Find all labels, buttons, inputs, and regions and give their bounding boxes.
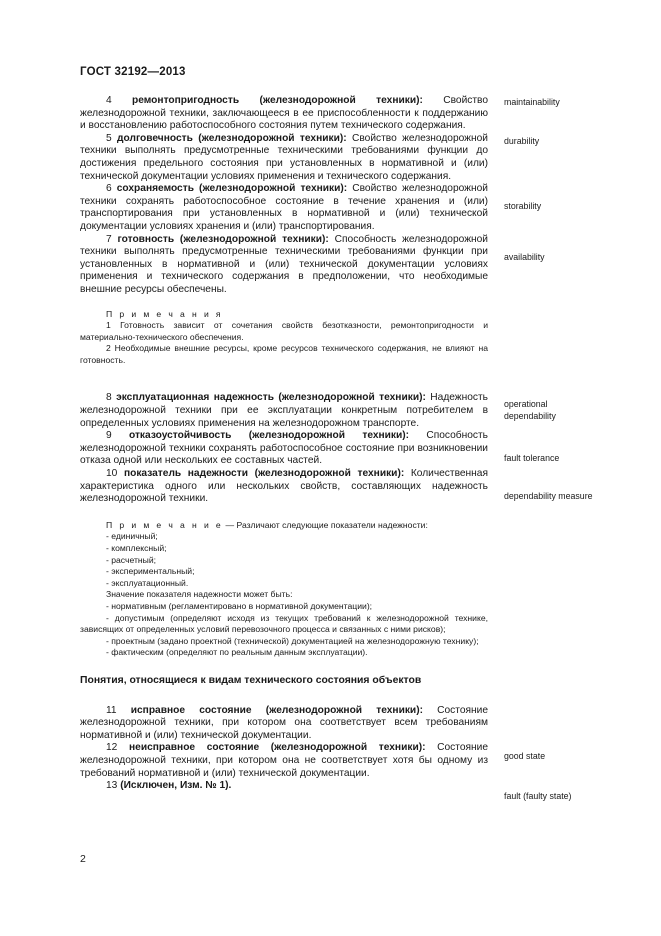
term-number: 4 <box>106 95 112 106</box>
term-definition: Состояние железнодорожной техники, при котором она соответствует всем требованиям нормативной и (или) технической документации. <box>80 704 488 741</box>
term-entry <box>80 95 488 133</box>
term-name: (Исключен, Изм. № 1). <box>120 780 232 792</box>
english-equivalent: fault tolerance <box>504 453 560 463</box>
section-heading: Понятия, относящиеся к видам технического состояния объектов <box>80 674 422 686</box>
english-equivalent: operational dependability <box>504 399 556 421</box>
term-number: 11 <box>106 704 117 716</box>
note-line: - нормативным (регламентировано в нормативной документации); <box>106 600 373 611</box>
english-equivalent: good state <box>504 751 546 761</box>
term-definition: Количественная характеристика одного или нескольких свойств, составляющих надежность железнодорожной техники. <box>80 468 488 505</box>
note-line: - расчетный; <box>106 554 157 565</box>
english-equivalent: availability <box>504 252 545 262</box>
term-definition: Свойство железнодорожной техники выполнять предусмотренные техническими требованиями функции до достижения предельного состояния при установленных в нормативной и (или) технической документации условиях применения и технического содержания. <box>80 132 488 182</box>
term-number: 6 <box>106 183 112 195</box>
term-number: 5 <box>106 132 112 144</box>
term-number: 9 <box>106 430 112 442</box>
term-definition: Свойство железнодорожной техники сохранять работоспособное состояние в течение хранения и (или) транспортирования при установленных в нормативной и (или) технической документации условиях хранения и (или) транспортирования. <box>80 183 488 232</box>
term-entry <box>80 392 488 430</box>
term-entry <box>80 742 488 780</box>
english-equivalent: dependability measure <box>504 491 593 501</box>
term-name: ремонтопригодность (железнодорожной техники): <box>132 95 423 106</box>
term-name: готовность (железнодорожной техники): <box>117 233 329 245</box>
term-definition: Свойство железнодорожной техники, заключающееся в ее приспособленности к поддержанию и восстановлению работоспособного состояния путем технического содержания. <box>80 95 488 132</box>
note-block <box>80 520 488 659</box>
english-equivalent: fault (faulty state) <box>504 791 572 801</box>
note-line: - комплексный; <box>106 543 167 553</box>
note-line: - проектным (задано проектной (технической) документацией на железнодорожную технику); <box>106 635 479 646</box>
note-item: 2 Необходимые внешние ресурсы, кроме ресурсов технического содержания, не влияют на готовность. <box>80 343 488 365</box>
english-equivalent: durability <box>504 136 540 146</box>
notes-title: П р и м е ч а н и я <box>106 308 223 319</box>
term-name: эксплуатационная надежность (железнодорожной техники): <box>116 392 426 404</box>
term-number: 10 <box>106 468 118 480</box>
note-item: 1 Готовность зависит от сочетания свойств безотказности, ремонтопригодности и материально-технического обеспечения. <box>80 320 488 342</box>
term-name: отказоустойчивость (железнодорожной техники): <box>128 430 410 442</box>
note-line: Значение показателя надежности может быть: <box>106 589 293 600</box>
term-name: показатель надежности (железнодорожной техники): <box>123 468 405 480</box>
note-line: - эксплуатационный. <box>106 577 189 588</box>
term-definition: Надежность железнодорожной техники при ее эксплуатации конкретным потребителем в определенных условиях применения на железнодорожном транспорте. <box>80 392 488 429</box>
term-number: 8 <box>106 392 112 404</box>
term-number: 12 <box>106 742 118 754</box>
term-definition: Способность железнодорожной техники сохранять работоспособное состояние при возникновении отказа одной или нескольких ее составных частей. <box>80 430 488 467</box>
term-number: 7 <box>106 233 112 245</box>
note-line: - единичный; <box>106 531 158 542</box>
term-entry <box>80 780 488 793</box>
note-line: - экспериментальный; <box>106 566 195 577</box>
note-intro: П р и м е ч а н и е — Различают следующие показатели надежности: <box>106 519 428 530</box>
term-entry <box>80 705 488 743</box>
english-equivalent: storability <box>504 201 542 211</box>
term-definition: Состояние железнодорожной техники, при котором она не соответствует хотя бы одному из требований нормативной и (или) технической документации. <box>80 742 488 779</box>
term-name: исправное состояние (железнодорожной техники): <box>130 704 423 716</box>
notes-block <box>80 309 488 367</box>
main-text-column <box>80 95 488 793</box>
page-number: 2 <box>80 853 86 865</box>
term-name: неисправное состояние (железнодорожной техники): <box>129 742 426 754</box>
term-entry <box>80 183 488 233</box>
english-equivalent: maintainability <box>504 97 560 107</box>
term-name: сохраняемость (железнодорожной техники): <box>116 183 348 195</box>
term-definition: Способность железнодорожной техники выполнять предусмотренные техническими требованиями функции при установленных в нормативной и (или) технической документации условиях применения и технического содержания в предположении, что необходимые внешние ресурсы обеспечены. <box>80 233 488 295</box>
standard-header: ГОСТ 32192—2013 <box>80 66 186 78</box>
term-number: 13 <box>106 780 118 792</box>
term-entry <box>80 133 488 183</box>
note-line: - фактическим (определяют по реальным данным эксплуатации). <box>106 647 368 658</box>
note-line: - допустимым (определяют исходя из текущих требований к железнодорожной технике, зависящих от определенных условий перевозочного процесса и связанных с ними рисков); <box>80 612 488 635</box>
term-entry <box>80 468 488 506</box>
term-entry <box>80 234 488 297</box>
term-entry <box>80 430 488 468</box>
term-name: долговечность (железнодорожной техники): <box>117 132 347 144</box>
